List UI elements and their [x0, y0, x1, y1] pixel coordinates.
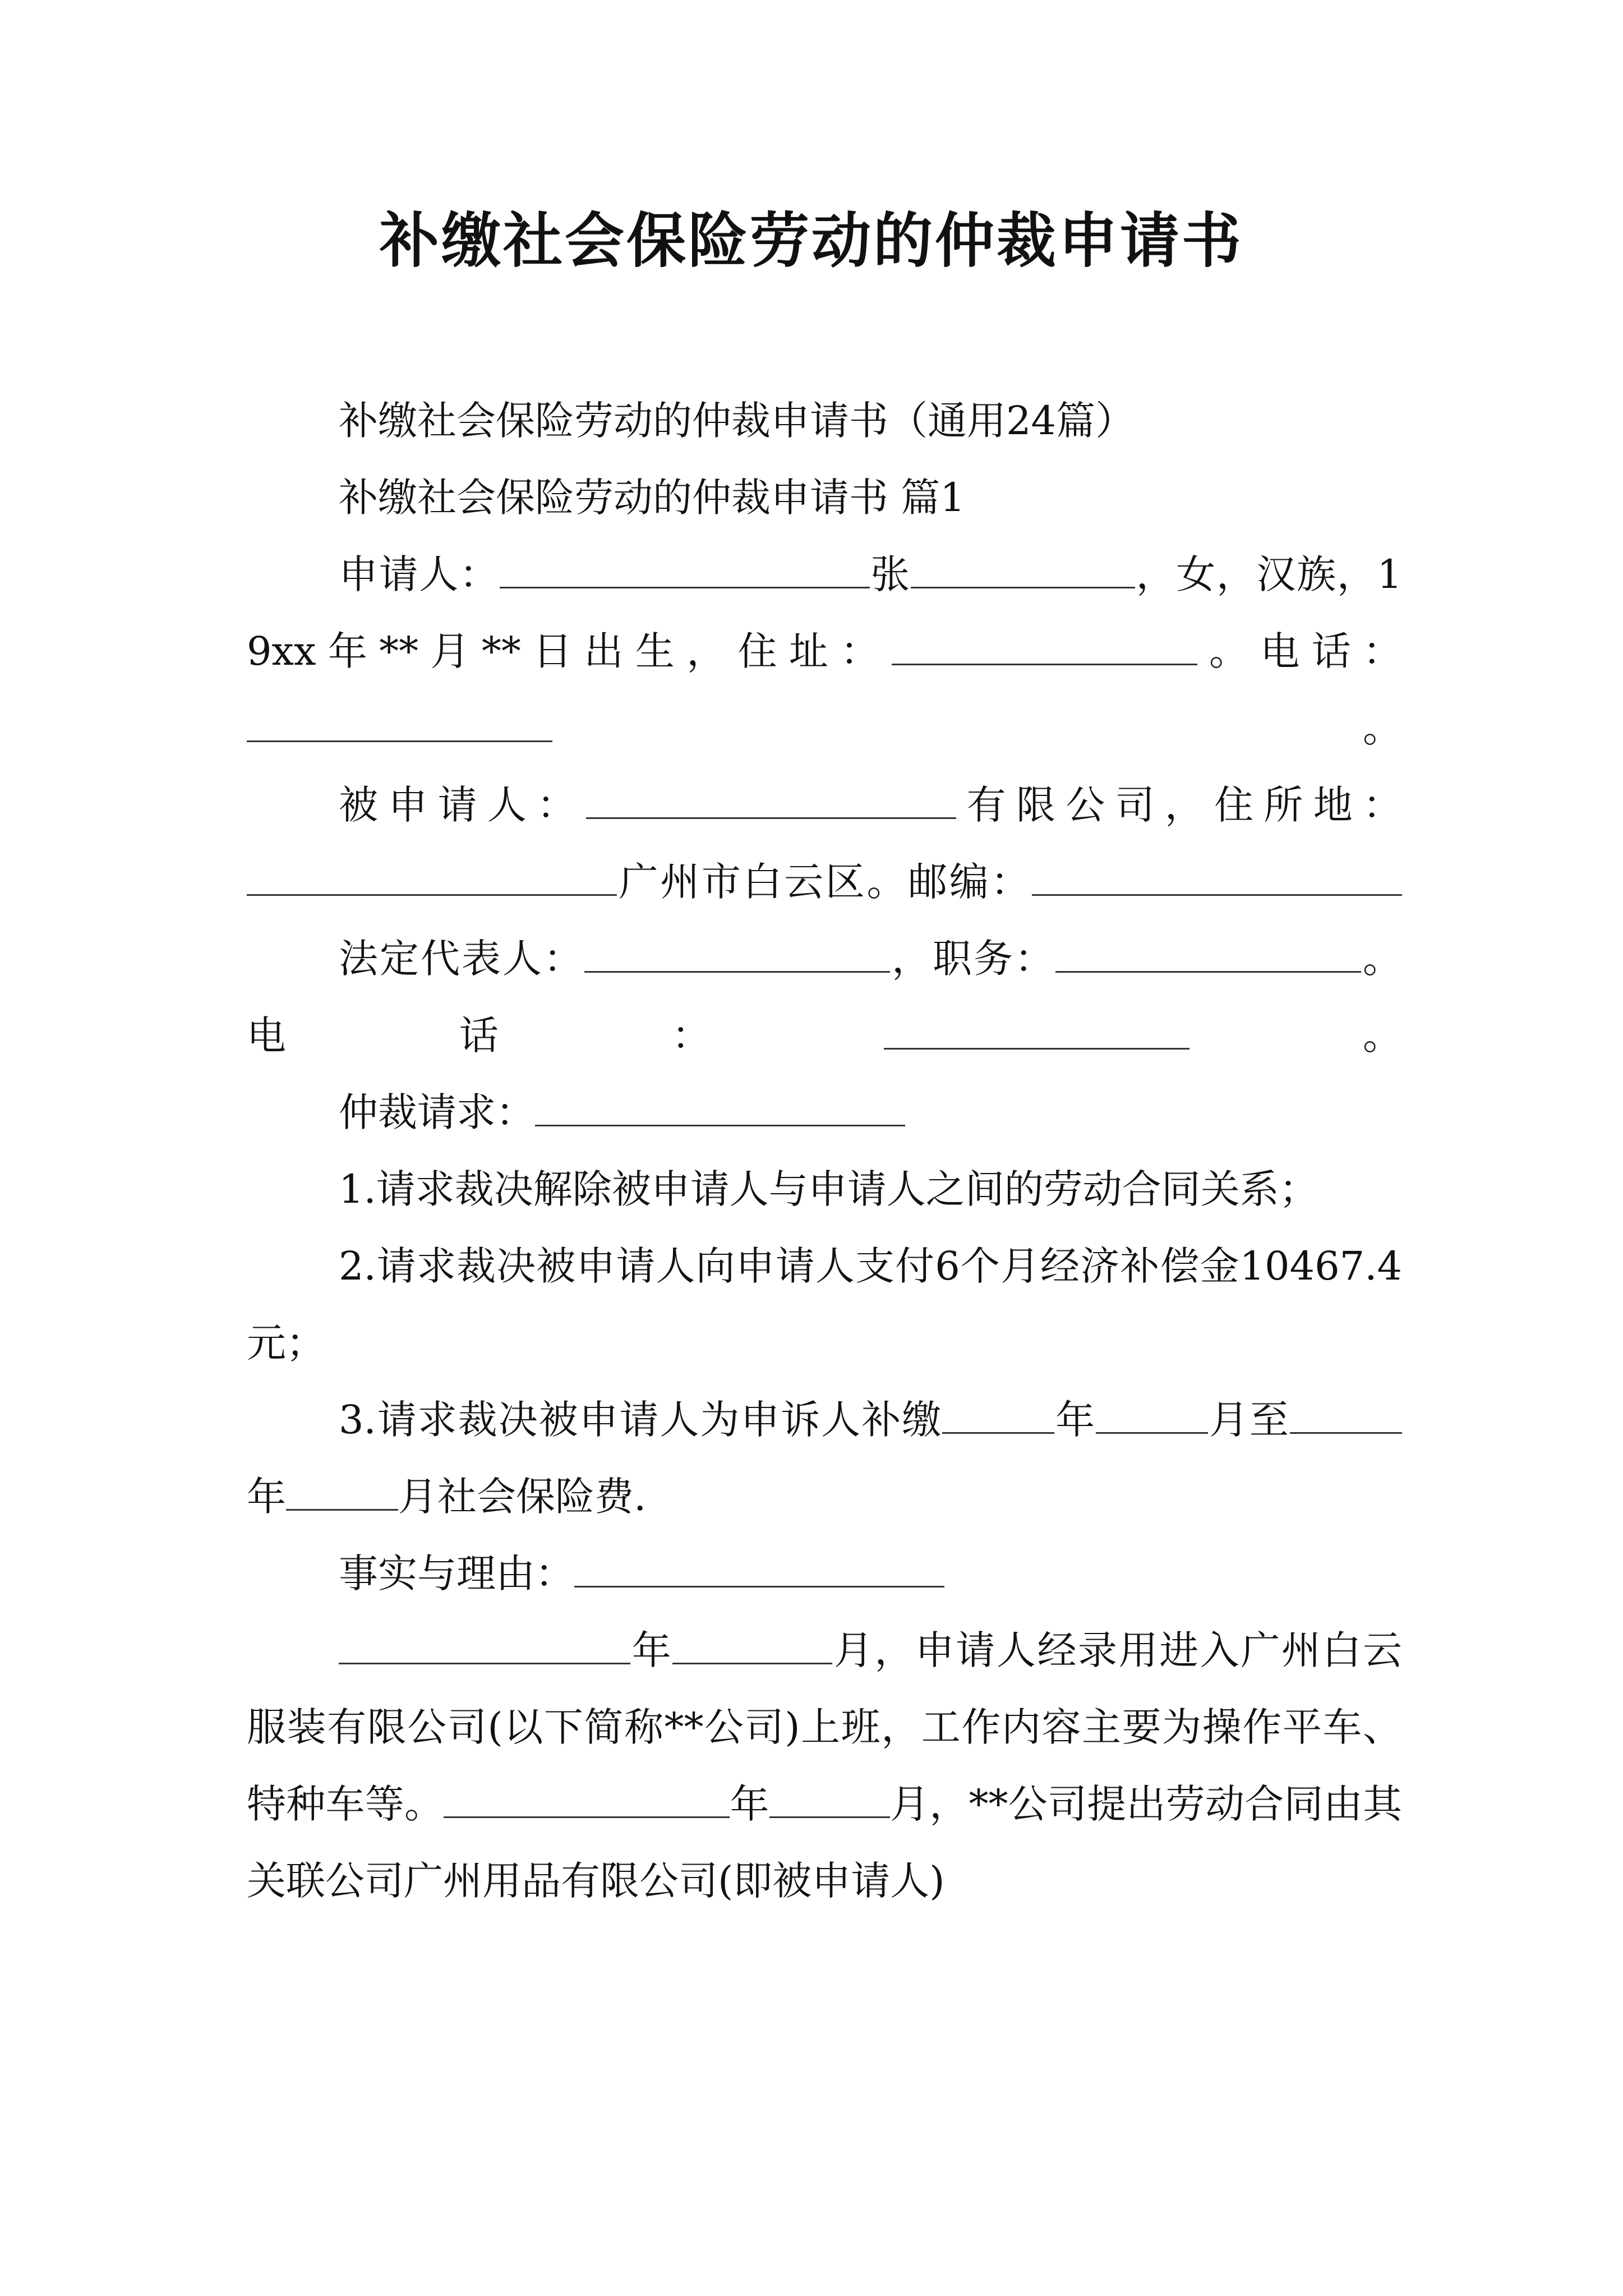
- blank-line: [247, 859, 617, 896]
- paragraph-claim-1: 1.请求裁决解除被申请人与申请人之间的劳动合同关系；: [339, 1166, 1318, 1212]
- paragraph-legal-representative: [247, 921, 1402, 1074]
- blank-line: [1290, 1397, 1402, 1434]
- applicant-surname: 张: [869, 551, 911, 597]
- paragraph-respondent: [247, 767, 1402, 921]
- paragraph-facts-heading: [247, 1535, 1402, 1612]
- applicant-end: 。: [552, 705, 1402, 751]
- blank-line: [892, 628, 1197, 665]
- legal-rep-end: 。: [1189, 1013, 1402, 1059]
- paragraph-collection-title: 补缴社会保险劳动的仲裁申请书（通用24篇）: [339, 398, 1135, 444]
- blank-line: [1055, 936, 1361, 973]
- document-body: [247, 383, 1402, 1920]
- claim-3-end: 月社会保险费.: [398, 1474, 647, 1520]
- paragraph-applicant: [247, 536, 1402, 767]
- blank-line: [1096, 1397, 1208, 1434]
- document-title: 补缴社会保险劳动的仲裁申请书: [380, 206, 1243, 275]
- paragraph-claims-heading: [247, 1074, 1402, 1151]
- applicant-label: 申请人：: [339, 551, 500, 597]
- blank-line: [672, 1627, 832, 1664]
- legal-rep-phone-label: 。电话：: [247, 936, 1402, 1059]
- facts-text: 月，申请人经录用进入广州白云服装有限公司(以下简称**公司)上班，工作内容主要为操作平车、特种车等。: [247, 1627, 1402, 1827]
- blank-line: [500, 551, 870, 588]
- facts-year: 年: [630, 1627, 673, 1673]
- blank-line: [247, 705, 552, 742]
- claim-3-text: 3.请求裁决被申请人为申诉人补缴: [339, 1397, 943, 1443]
- facts-year-2: 年: [730, 1781, 769, 1827]
- applicant-details: ，女，汉族，19xx年**月**日出生，住址：: [247, 551, 1403, 674]
- paragraph-claim-3: [247, 1382, 1402, 1535]
- blank-line: [584, 936, 890, 973]
- blank-line: [884, 1013, 1189, 1050]
- facts-text-2: 月，**公司提出劳动合同由其关联公司广州用品有限公司(即被申请人): [247, 1781, 1402, 1904]
- legal-rep-title-label: ，职务：: [890, 936, 1055, 982]
- paragraph-article-heading: 补缴社会保险劳动的仲裁申请书 篇1: [339, 475, 965, 521]
- claims-label: 仲裁请求：: [339, 1089, 535, 1135]
- respondent-company: 有限公司，住所地：: [956, 782, 1403, 828]
- blank-line: [942, 1397, 1054, 1434]
- blank-line: [586, 782, 956, 819]
- claim-3-year-2: 年: [247, 1474, 286, 1520]
- claim-3-year: 年: [1054, 1397, 1096, 1443]
- claim-3-month-to: 月至: [1208, 1397, 1290, 1443]
- facts-label: 事实与理由：: [339, 1550, 574, 1596]
- blank-line: [911, 551, 1135, 588]
- respondent-label: 被申请人：: [339, 782, 587, 828]
- legal-rep-label: 法定代表人：: [339, 936, 584, 982]
- blank-line: [769, 1781, 890, 1818]
- blank-line: [535, 1089, 905, 1126]
- respondent-address: 广州市白云区。邮编：: [617, 859, 1032, 905]
- blank-line: [286, 1474, 398, 1511]
- blank-line: [1032, 859, 1402, 896]
- blank-line: [444, 1781, 730, 1818]
- paragraph-facts-body: [247, 1612, 1402, 1920]
- paragraph-claim-2: 2.请求裁决被申请人向申请人支付6个月经济补偿金10467.4元；: [247, 1243, 1402, 1366]
- applicant-phone-label: 。电话：: [1197, 628, 1402, 674]
- blank-line: [339, 1627, 630, 1664]
- blank-line: [574, 1550, 944, 1588]
